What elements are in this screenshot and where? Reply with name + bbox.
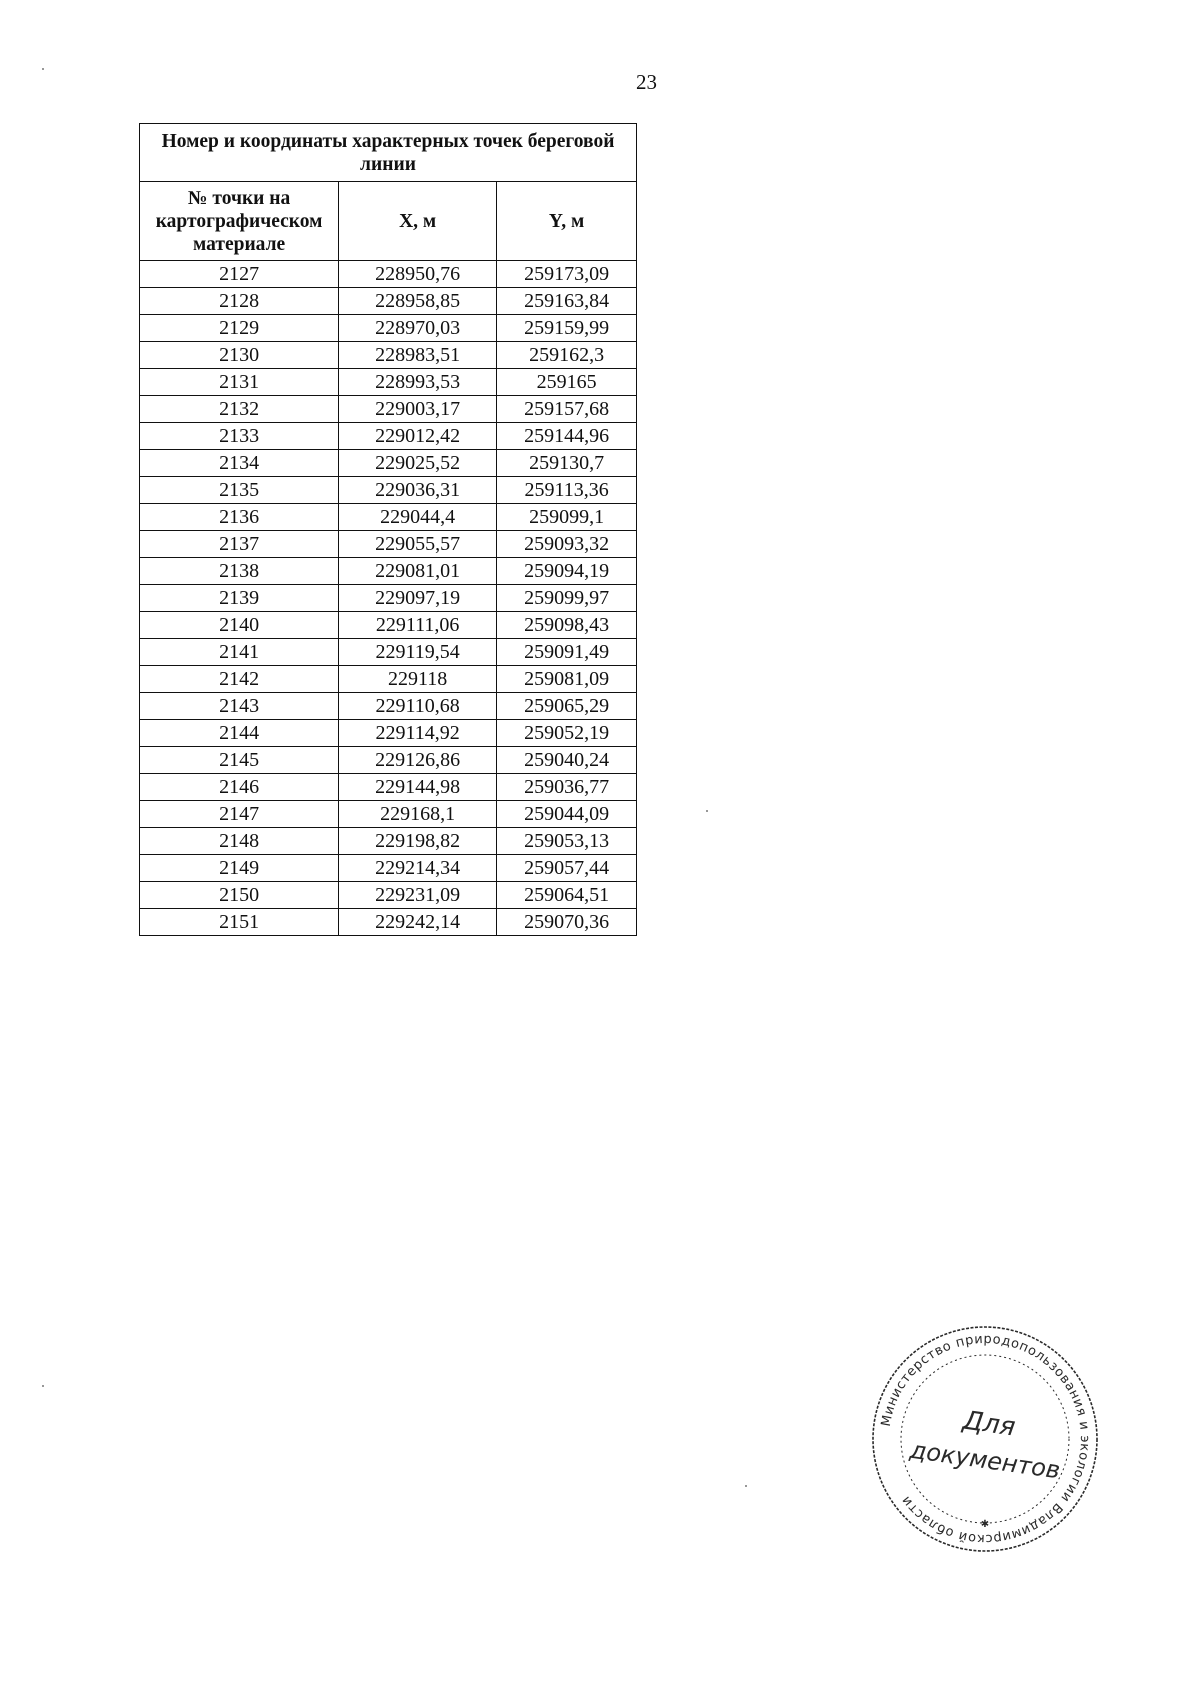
cell-x-coordinate: 229118 [339, 666, 497, 693]
cell-x-coordinate: 229198,82 [339, 828, 497, 855]
page-number: 23 [636, 70, 657, 94]
cell-y-coordinate: 259081,09 [497, 666, 637, 693]
stamp-star-icon: ✱ [980, 1519, 990, 1530]
coordinates-table [139, 123, 637, 936]
column-header-x: X, м [339, 182, 497, 261]
cell-point-number: 2139 [140, 585, 339, 612]
table-row [140, 558, 637, 585]
cell-point-number: 2136 [140, 504, 339, 531]
stamp-center-line-2: документов [908, 1435, 1063, 1485]
cell-y-coordinate: 259162,3 [497, 342, 637, 369]
cell-point-number: 2142 [140, 666, 339, 693]
table-row [140, 855, 637, 882]
cell-y-coordinate: 259113,36 [497, 477, 637, 504]
cell-point-number: 2141 [140, 639, 339, 666]
table-row [140, 882, 637, 909]
cell-point-number: 2127 [140, 261, 339, 288]
column-header-point: № точки на картографическом материале [140, 182, 339, 261]
cell-x-coordinate: 229114,92 [339, 720, 497, 747]
cell-y-coordinate: 259163,84 [497, 288, 637, 315]
cell-x-coordinate: 229119,54 [339, 639, 497, 666]
cell-y-coordinate: 259173,09 [497, 261, 637, 288]
table-row [140, 801, 637, 828]
table-row [140, 828, 637, 855]
cell-point-number: 2150 [140, 882, 339, 909]
table-row [140, 315, 637, 342]
cell-y-coordinate: 259070,36 [497, 909, 637, 936]
scan-speck [42, 68, 44, 70]
cell-x-coordinate: 229044,4 [339, 504, 497, 531]
cell-x-coordinate: 229126,86 [339, 747, 497, 774]
scan-speck [706, 810, 708, 812]
table-row [140, 666, 637, 693]
cell-point-number: 2147 [140, 801, 339, 828]
cell-x-coordinate: 228958,85 [339, 288, 497, 315]
cell-point-number: 2134 [140, 450, 339, 477]
cell-y-coordinate: 259144,96 [497, 423, 637, 450]
cell-y-coordinate: 259099,1 [497, 504, 637, 531]
scan-speck [745, 1485, 747, 1487]
table-row [140, 288, 637, 315]
cell-x-coordinate: 229012,42 [339, 423, 497, 450]
cell-y-coordinate: 259093,32 [497, 531, 637, 558]
cell-y-coordinate: 259064,51 [497, 882, 637, 909]
table-title: Номер и координаты характерных точек береговой линии [140, 124, 637, 182]
cell-y-coordinate: 259036,77 [497, 774, 637, 801]
cell-x-coordinate: 229003,17 [339, 396, 497, 423]
cell-point-number: 2149 [140, 855, 339, 882]
cell-x-coordinate: 229097,19 [339, 585, 497, 612]
table-row [140, 531, 637, 558]
cell-point-number: 2128 [140, 288, 339, 315]
cell-x-coordinate: 229168,1 [339, 801, 497, 828]
cell-y-coordinate: 259165 [497, 369, 637, 396]
stamp-outer-ring [873, 1327, 1097, 1551]
cell-point-number: 2146 [140, 774, 339, 801]
cell-point-number: 2138 [140, 558, 339, 585]
table-body [140, 261, 637, 936]
cell-x-coordinate: 228993,53 [339, 369, 497, 396]
cell-y-coordinate: 259091,49 [497, 639, 637, 666]
cell-y-coordinate: 259130,7 [497, 450, 637, 477]
cell-x-coordinate: 228970,03 [339, 315, 497, 342]
cell-point-number: 2132 [140, 396, 339, 423]
cell-x-coordinate: 229036,31 [339, 477, 497, 504]
stamp-seal [868, 1322, 1102, 1556]
cell-x-coordinate: 228983,51 [339, 342, 497, 369]
table-row [140, 909, 637, 936]
table-row [140, 720, 637, 747]
table-row [140, 747, 637, 774]
cell-point-number: 2144 [140, 720, 339, 747]
cell-x-coordinate: 229242,14 [339, 909, 497, 936]
table-row [140, 477, 637, 504]
stamp-center-line-1: Для [960, 1405, 1018, 1443]
table-row [140, 396, 637, 423]
cell-y-coordinate: 259094,19 [497, 558, 637, 585]
cell-point-number: 2133 [140, 423, 339, 450]
table-row [140, 450, 637, 477]
cell-point-number: 2151 [140, 909, 339, 936]
table-row [140, 423, 637, 450]
cell-x-coordinate: 229214,34 [339, 855, 497, 882]
cell-y-coordinate: 259040,24 [497, 747, 637, 774]
cell-y-coordinate: 259065,29 [497, 693, 637, 720]
table-row [140, 774, 637, 801]
cell-x-coordinate: 229231,09 [339, 882, 497, 909]
cell-y-coordinate: 259053,13 [497, 828, 637, 855]
cell-y-coordinate: 259098,43 [497, 612, 637, 639]
table-row [140, 261, 637, 288]
cell-y-coordinate: 259157,68 [497, 396, 637, 423]
cell-point-number: 2137 [140, 531, 339, 558]
table-row [140, 612, 637, 639]
table-row [140, 639, 637, 666]
table-row [140, 342, 637, 369]
cell-y-coordinate: 259099,97 [497, 585, 637, 612]
cell-x-coordinate: 229111,06 [339, 612, 497, 639]
cell-x-coordinate: 229110,68 [339, 693, 497, 720]
cell-x-coordinate: 229144,98 [339, 774, 497, 801]
cell-point-number: 2129 [140, 315, 339, 342]
cell-point-number: 2131 [140, 369, 339, 396]
cell-x-coordinate: 229025,52 [339, 450, 497, 477]
cell-point-number: 2140 [140, 612, 339, 639]
table-row [140, 369, 637, 396]
stamp-ring-text: Министерство природопользования и экологии Владимирской области [878, 1331, 1093, 1547]
table-row [140, 693, 637, 720]
cell-point-number: 2130 [140, 342, 339, 369]
cell-point-number: 2145 [140, 747, 339, 774]
table-row [140, 585, 637, 612]
table-row [140, 504, 637, 531]
cell-y-coordinate: 259159,99 [497, 315, 637, 342]
cell-y-coordinate: 259052,19 [497, 720, 637, 747]
cell-y-coordinate: 259057,44 [497, 855, 637, 882]
cell-point-number: 2148 [140, 828, 339, 855]
cell-x-coordinate: 228950,76 [339, 261, 497, 288]
cell-y-coordinate: 259044,09 [497, 801, 637, 828]
cell-x-coordinate: 229081,01 [339, 558, 497, 585]
cell-point-number: 2143 [140, 693, 339, 720]
column-header-y: Y, м [497, 182, 637, 261]
cell-x-coordinate: 229055,57 [339, 531, 497, 558]
cell-point-number: 2135 [140, 477, 339, 504]
scan-speck [42, 1385, 44, 1387]
